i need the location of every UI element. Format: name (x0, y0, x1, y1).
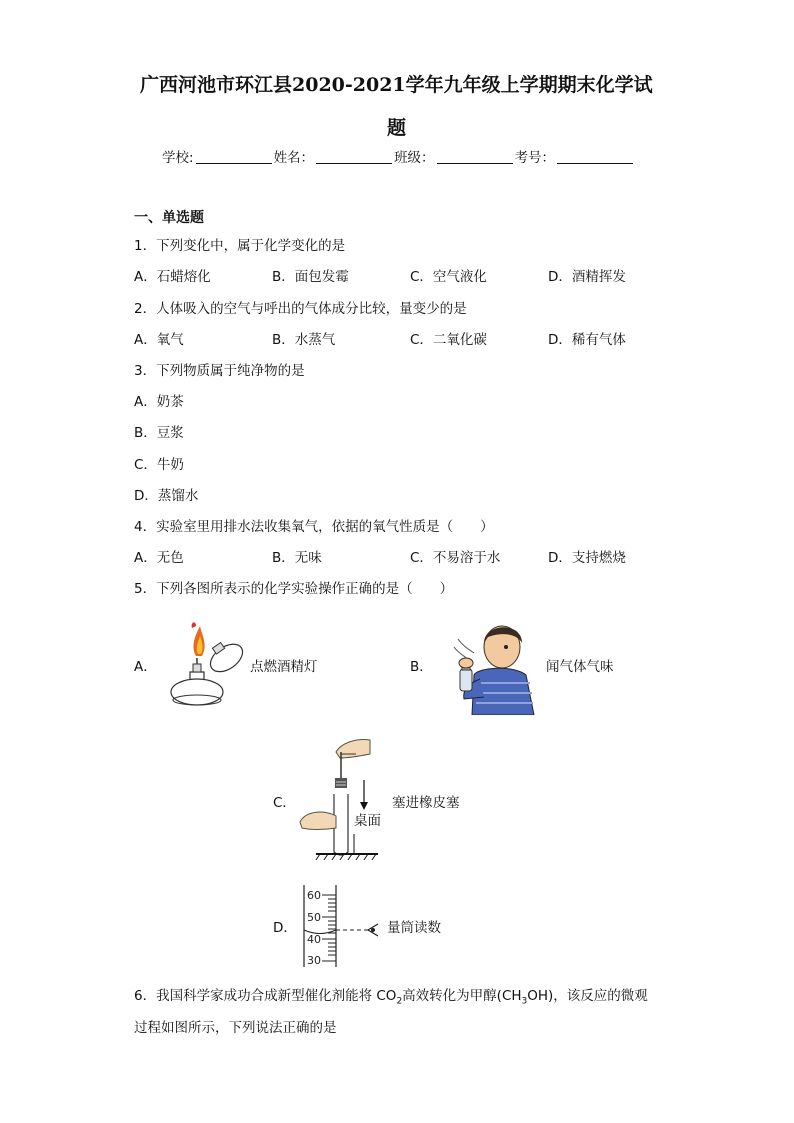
person-smelling-gas-illustration (444, 617, 536, 715)
question-5-option-c[interactable]: C． (273, 795, 296, 811)
question-5-option-b[interactable]: B． (410, 659, 433, 675)
cylinder-tick-30: 30 (307, 954, 321, 967)
page-title-line2: 题 (387, 117, 407, 139)
cylinder-tick-50: 50 (307, 911, 321, 924)
name-label: 姓名： (273, 150, 315, 166)
question-6-subscript-2: 2 (396, 996, 403, 1007)
graduated-cylinder-illustration (298, 883, 388, 969)
cylinder-tick-40: 40 (307, 933, 321, 946)
question-5-option-c-caption: 塞进橡皮塞 (392, 795, 460, 811)
question-4-option-c[interactable]: C．不易溶于水 (410, 550, 501, 566)
question-3-stem: 3．下列物质属于纯净物的是 (134, 363, 305, 379)
question-5-stem: 5．下列各图所表示的化学实验操作正确的是（ ） (134, 581, 454, 597)
question-1-option-c[interactable]: C．空气液化 (410, 269, 487, 285)
question-3-option-b[interactable]: B．豆浆 (134, 425, 184, 441)
question-2-stem: 2．人体吸入的空气与呼出的气体成分比较，量变少的是 (134, 301, 467, 317)
question-2-option-d[interactable]: D．稀有气体 (548, 332, 626, 348)
class-blank (437, 149, 513, 164)
question-6-subscript-3: 3 (521, 996, 528, 1007)
question-1-option-d[interactable]: D．酒精挥发 (548, 269, 626, 285)
question-6-stem-line1 (134, 984, 648, 1007)
question-1-option-b[interactable]: B．面包发霉 (272, 269, 349, 285)
name-blank (316, 149, 392, 164)
question-3-option-c[interactable]: C．牛奶 (134, 457, 184, 473)
question-5-option-a-caption: 点燃酒精灯 (250, 659, 318, 675)
question-4-option-a[interactable]: A．无色 (134, 550, 184, 566)
question-2-option-c[interactable]: C．二氧化碳 (410, 332, 487, 348)
student-info-row (162, 146, 635, 166)
question-3-option-d[interactable]: D．蒸馏水 (134, 488, 199, 504)
school-label: 学校: (162, 150, 194, 166)
question-5-option-c-desk-label: 桌面 (354, 813, 381, 829)
question-6-text-part2: 高效转化为甲醇(CH (402, 988, 522, 1004)
question-5-option-b-caption: 闻气体气味 (546, 659, 614, 675)
page-title-line1: 广西河池市环江县2020-2021学年九年级上学期期末化学试 (140, 74, 653, 96)
number-label: 考号： (514, 150, 556, 166)
question-5-option-d[interactable]: D． (273, 920, 297, 936)
question-4-option-d[interactable]: D．支持燃烧 (548, 550, 626, 566)
question-6-text-part3: OH)，该反应的微观 (527, 988, 648, 1004)
question-2-option-a[interactable]: A．氧气 (134, 332, 184, 348)
question-5-option-a[interactable]: A． (134, 659, 157, 675)
question-5-option-d-caption: 量筒读数 (387, 920, 441, 936)
question-1-option-a[interactable]: A．石蜡熔化 (134, 269, 211, 285)
class-label: 班级： (394, 150, 435, 166)
cylinder-tick-60: 60 (307, 889, 321, 902)
question-1-stem: 1．下列变化中，属于化学变化的是 (134, 238, 346, 254)
question-2-option-b[interactable]: B．水蒸气 (272, 332, 336, 348)
question-4-stem: 4．实验室里用排水法收集氧气，依据的氧气性质是（ ） (134, 519, 494, 535)
section-heading: 一、单选题 (134, 210, 204, 226)
number-blank (557, 149, 633, 164)
alcohol-lamp-lighting-illustration (162, 620, 250, 710)
rubber-stopper-illustration (296, 734, 388, 860)
school-blank (196, 149, 272, 164)
question-3-option-a[interactable]: A．奶茶 (134, 394, 184, 410)
question-6-stem-line2: 过程如图所示，下列说法正确的是 (134, 1020, 337, 1036)
question-4-option-b[interactable]: B．无味 (272, 550, 322, 566)
question-6-text-part1: 6．我国科学家成功合成新型催化剂能将 CO (134, 988, 397, 1004)
